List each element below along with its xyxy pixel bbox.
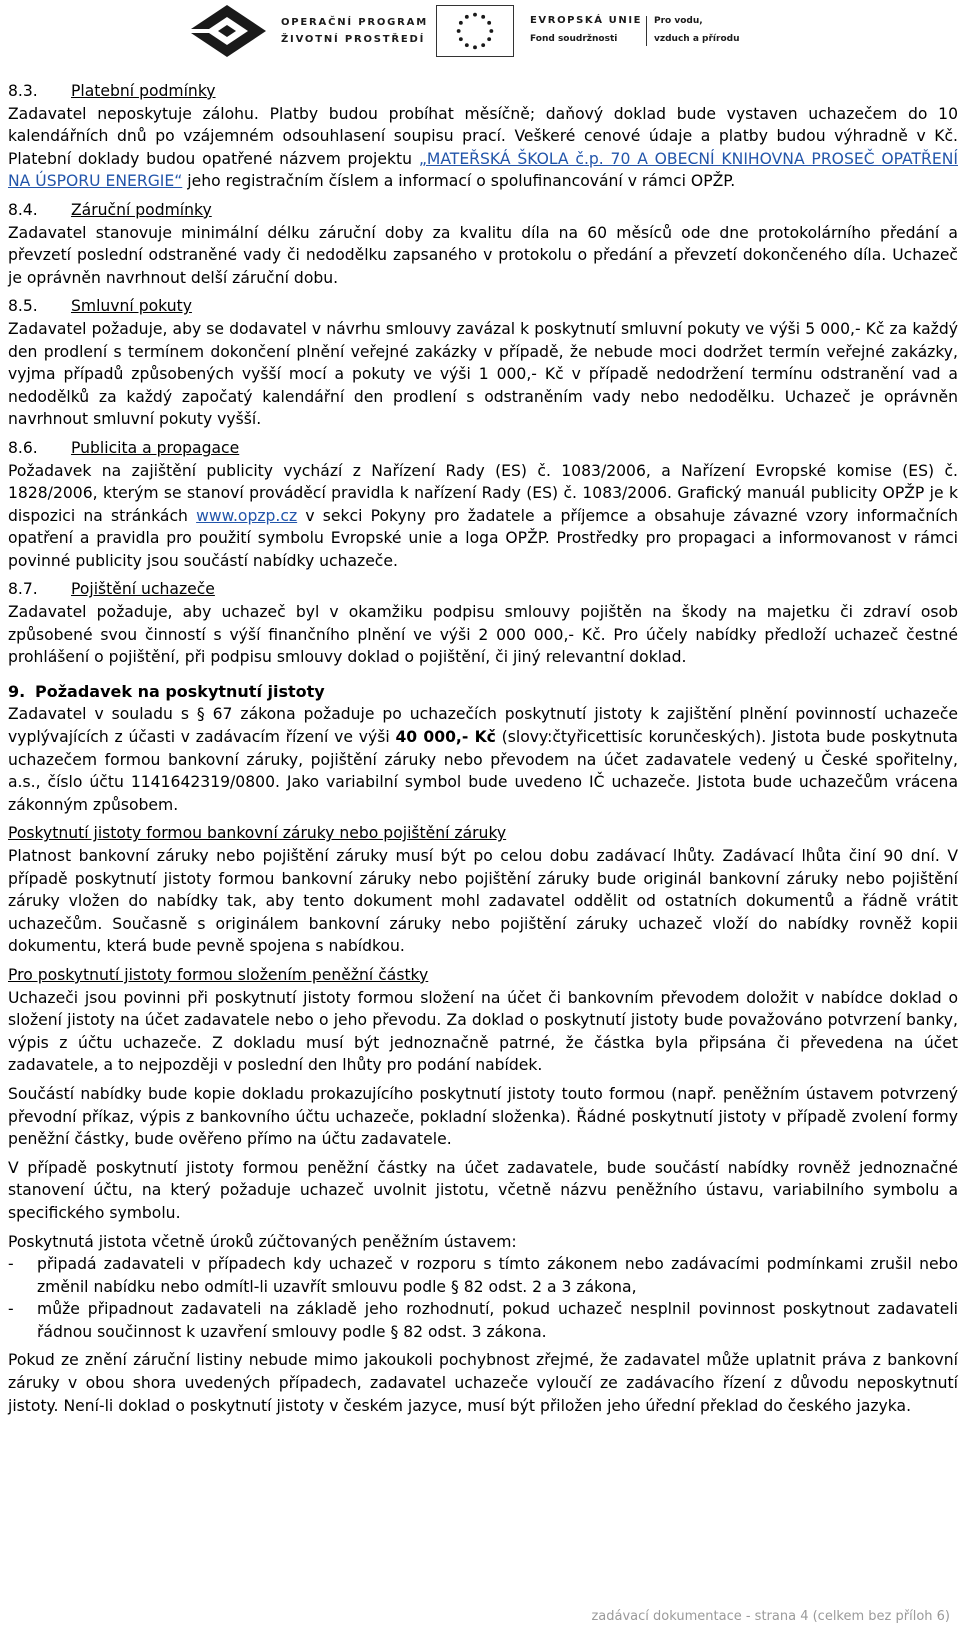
eu-star-icon — [487, 37, 491, 41]
section-number: 8.3. — [8, 82, 38, 100]
motto-line1: Pro vodu, — [654, 16, 703, 26]
section-title: Pojištění uchazeče — [71, 580, 215, 599]
section-title: Smluvní pokuty — [71, 297, 192, 316]
page-footer: zadávací dokumentace - strana 4 (celkem bez příloh 6) — [591, 1609, 950, 1624]
section-paragraph: Zadavatel požaduje, aby uchazeč byl v okamžiku podpisu smlouvy pojištěn na škody na majetku či zdraví osob způsobené svou činností s výší finančního plnění ve výši 2 000 000,- Kč. Pro účely nabídky předloží uchazeč čestné prohlášení o pojištění, při podpisu smlouvy doklad o pojištění, či jiný relevantní doklad. — [8, 603, 958, 667]
section-paragraph: Zadavatel požaduje, aby se dodavatel v návrhu smlouvy zavázal k poskytnutí smluvní pokuty ve výši 5 000,- Kč za každý den prodlení s termínem dokončení plnění veřejné zakázky v případě, že nebude moci dodržet termín veřejné zakázky, vyjma případů způsobených vyšší mocí a pokuty ve výši 1 000,- Kč v případě nedodržení termínu odstranění vad a nedodělků za každý započatý kalendářní den prodlení s odstraněním vady nebo nedodělku. Uchazeč je oprávněn navrhnout smluvní pokuty vyšší. — [8, 319, 958, 429]
page-header — [0, 0, 960, 62]
section-title: Záruční podmínky — [71, 200, 212, 219]
section-paragraph: Zadavatel stanovuje minimální délku záruční doby za kvalitu díla na 60 měsíců ode dne protokolárního předání a převzetí poslední odstraněné vady či nedodělku zapsaného v protokolu o předání a převzetí dokončeného díla. Uchazeč je oprávněn navrhnout delší záruční dobu. — [8, 223, 958, 287]
section-8-3 — [8, 80, 958, 193]
section-paragraph: Poskytnutá jistota včetně úroků zúčtovaných peněžním ústavem: — [8, 1232, 517, 1251]
eu-star-icon — [465, 43, 469, 47]
list-bullet: - — [8, 1300, 14, 1319]
chapter-title: Požadavek na poskytnutí jistoty — [35, 681, 325, 701]
eu-star-icon — [473, 45, 477, 49]
program-name-line1: OPERAČNÍ PROGRAM — [281, 17, 428, 28]
fund-name: Fond soudržnosti — [530, 34, 618, 44]
chapter-number: 9. — [8, 681, 26, 701]
header-divider — [646, 16, 647, 46]
section-number: 8.7. — [8, 580, 38, 599]
section-number: 8.5. — [8, 297, 38, 316]
section-paragraph: V případě poskytnutí jistoty formou peněžní částky na účet zadavatele, bude součástí nabídky rovněž jednoznačné stanovení účtu, na který požaduje uchazeč uvolnit jistotu, včetně názvu peněžního ústavu, variabilního symbolu a specifického symbolu. — [8, 1158, 958, 1222]
section-9 — [8, 681, 958, 1417]
section-8-5 — [8, 295, 958, 431]
section-paragraph: Zadavatel neposkytuje zálohu. Platby budou probíhat měsíčně; daňový doklad bude vystaven uchazečem do 10 kalendářních dnů po vzájemném odsouhlasení soupisu prací. Veškeré cenové údaje a platby budou výhradně v Kč. Platební doklady budou opatřené názvem projektu „MATEŘSKÁ ŠKOLA č.p. 70 A OBECNÍ KNIHOVNA PROSEČ OPATŘENÍ NA ÚSPORU ENERGIE“ jeho registračním číslem a informací o spolufinancování v rámci OPŽP. — [8, 104, 958, 191]
section-paragraph: Uchazeči jsou povinni při poskytnutí jistoty formou složení na účet či bankovním převodem doložit v nabídce doklad o složení jistoty na účet zadavatele nebo o jeho převodu. Za doklad o poskytnutí jistoty bude považováno potvrzení banky, výpis z účtu uchazeče. Z dokladu musí být jednoznačně patrné, že částka byla připsána či převedena na účet zadavatele, a to nejpozději v poslední den lhůty pro podání nabídek. — [8, 988, 958, 1075]
subsection-title: Pro poskytnutí jistoty formou složením peněžní částky — [8, 965, 429, 984]
eu-star-icon — [457, 29, 461, 33]
eu-star-icon — [473, 13, 477, 17]
list-bullet: - — [8, 1255, 14, 1274]
section-number: 8.4. — [8, 200, 38, 219]
section-8-6 — [8, 437, 958, 573]
list-item: - připadá zadavateli v případech kdy uchazeč v rozporu s tímto zákonem nebo zadávacími podmínkami zrušil nebo změnil nabídku nebo odmítl-li uzavřít smlouvu podle § 82 odst. 2 a 3 zákona, — [8, 1253, 958, 1298]
motto-line2: vzduch a přírodu — [654, 34, 740, 44]
eu-star-icon — [487, 21, 491, 25]
eu-star-icon — [459, 21, 463, 25]
eu-star-icon — [481, 43, 485, 47]
subsection-title: Poskytnutí jistoty formou bankovní záruky nebo pojištění záruky — [8, 824, 507, 843]
document-body — [8, 80, 958, 1417]
eu-star-icon — [481, 15, 485, 19]
eu-star-icon — [489, 29, 493, 33]
eu-star-icon — [465, 15, 469, 19]
section-8-4 — [8, 199, 958, 289]
eu-star-icon — [459, 37, 463, 41]
section-paragraph: Zadavatel v souladu s § 67 zákona požaduje po uchazečích poskytnutí jistoty k zajištění plnění povinností uchazeče vyplývajících z účasti v zadávacím řízení ve výši 40 000,- Kč (slovy:čtyřicettisíc korunčeských). Jistota bude poskytnuta uchazečem formou bankovní záruky, pojištění záruky nebo převodem na účet zadavatele vedený u České spořitelny, a.s., číslo účtu 1141642319/0800. Jako variabilní symbol bude uvedeno IČ uchazeče. Jistota bude uchazečům vrácena zákonným způsobem. — [8, 705, 958, 814]
section-paragraph: Požadavek na zajištění publicity vychází z Nařízení Rady (ES) č. 1083/2006, a Nařízení Evropské komise (ES) č. 1828/2006, kterým se stanoví prováděcí pravidla k nařízení Rady (ES) č. 1083/2006. Grafický manuál publicity OPŽP je k dispozici na stránkách www.opzp.cz v sekci Pokyny pro žadatele a příjemce a obsahuje závazné vzory informačních opatření a pravidla pro použití symbolu Evropské unie a loga OPŽP. Prostředky pro propagaci a informovanost v rámci povinné publicity jsou součástí nabídky uchazeče. — [8, 461, 958, 570]
opzp-logo-icon — [186, 3, 268, 59]
eu-name: EVROPSKÁ UNIE — [530, 15, 643, 26]
section-paragraph: Platnost bankovní záruky nebo pojištění záruky musí být po celou dobu zadávací lhůty. Zadávací lhůta činí 90 dní. V případě poskytnutí jistoty formou bankovní záruky nebo pojištění záruky bude originál bankovní záruky nebo pojištění záruky vložen do nabídky tak, aby tento dokument mohl zadavatel oddělit od ostatních dokumentů a řádně vrátit uchazečům. Současně s originálem bankovní záruky nebo pojištění záruky uchazeč vloží do nabídky rovněž kopii dokumentu, která bude pevně spojena s nabídkou. — [8, 847, 958, 956]
section-paragraph: Součástí nabídky bude kopie dokladu prokazujícího poskytnutí jistoty touto formou (např. peněžním ústavem potvrzený převodní příkaz, výpis z bankovního účtu uchazeče, pokladní složenka). Řádné poskytnutí jistoty v případě zvolení formy peněžní částky, bude ověřeno přímo na účtu zadavatele. — [8, 1084, 958, 1149]
section-title: Publicita a propagace — [71, 438, 240, 457]
list-item: - může připadnout zadavateli na základě jeho rozhodnutí, pokud uchazeč nesplnil povinnost poskytnout zadavateli řádnou součinnost k uzavření smlouvy podle § 82 odst. 3 zákona. — [8, 1298, 958, 1343]
opzp-link[interactable]: www.opzp.cz — [196, 506, 298, 525]
section-title: Platební podmínky — [71, 82, 216, 100]
section-number: 8.6. — [8, 438, 38, 457]
program-name-line2: ŽIVOTNÍ PROSTŘEDÍ — [281, 34, 426, 45]
project-name: „MATEŘSKÁ ŠKOLA č.p. 70 A OBECNÍ KNIHOVNA PROSEČ OPATŘENÍ NA ÚSPORU ENERGIE“ — [8, 149, 958, 191]
section-8-7 — [8, 578, 958, 668]
deposit-amount: 40 000,- Kč — [395, 728, 496, 747]
eu-flag-icon — [436, 5, 514, 57]
section-paragraph: Pokud ze znění záruční listiny nebude mimo jakoukoli pochybnost zřejmé, že zadavatel může uplatnit práva z bankovní záruky v obou shora uvedených případech, zadavatel uchazeče vyloučí ze zadávacího řízení z důvodu neposkytnutí jistoty. Není-li doklad o poskytnutí jistoty v českém jazyce, musí být přiložen jeho úřední překlad do českého jazyka. — [8, 1351, 958, 1415]
